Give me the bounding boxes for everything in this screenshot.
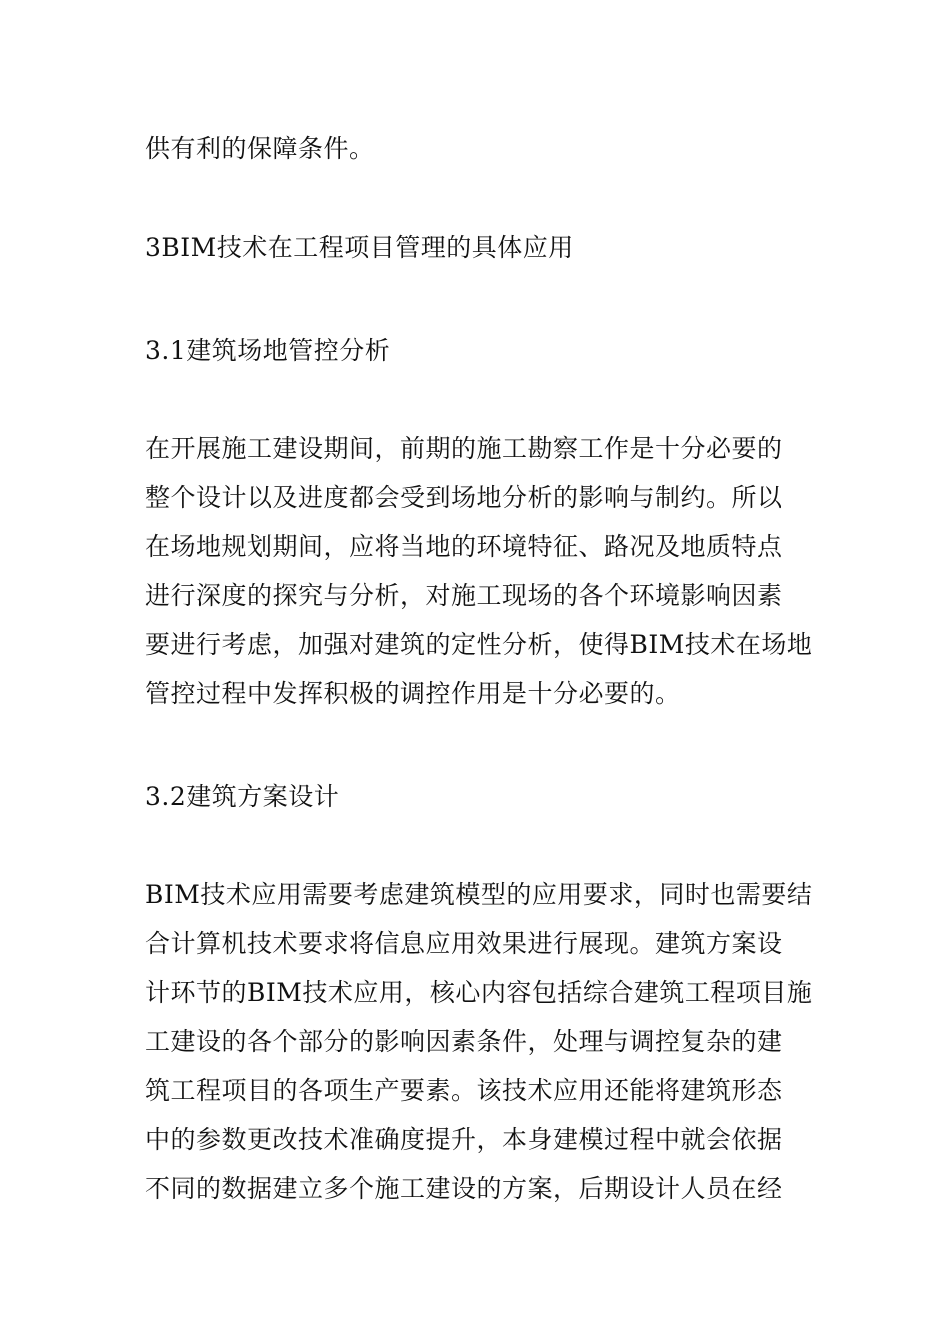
paragraph-line: 要进行考虑，加强对建筑的定性分析，使得BIM技术在场地 — [145, 630, 813, 659]
paragraph-line: 整个设计以及进度都会受到场地分析的影响与制约。所以 — [145, 483, 783, 512]
paragraph-line: 计环节的BIM技术应用，核心内容包括综合建筑工程项目施 — [145, 978, 813, 1007]
paragraph-line: 管控过程中发挥积极的调控作用是十分必要的。 — [145, 679, 681, 708]
paragraph-line: 筑工程项目的各项生产要素。该技术应用还能将建筑形态 — [145, 1076, 783, 1105]
paragraph-line: 合计算机技术要求将信息应用效果进行展现。建筑方案设 — [145, 929, 783, 958]
paragraph-line: 不同的数据建立多个施工建设的方案，后期设计人员在经 — [145, 1174, 783, 1203]
paragraph-line: 进行深度的探究与分析，对施工现场的各个环境影响因素 — [145, 581, 783, 610]
subsection-heading: 3.1建筑场地管控分析 — [145, 336, 391, 365]
paragraph-line: 中的参数更改技术准确度提升，本身建模过程中就会依据 — [145, 1125, 783, 1154]
paragraph-line: 工建设的各个部分的影响因素条件，处理与调控复杂的建 — [145, 1027, 783, 1056]
paragraph-line: BIM技术应用需要考虑建筑模型的应用要求，同时也需要结 — [145, 880, 813, 909]
paragraph-line: 在开展施工建设期间，前期的施工勘察工作是十分必要的 — [145, 434, 783, 463]
section-heading: 3BIM技术在工程项目管理的具体应用 — [145, 233, 574, 262]
paragraph-line: 供有利的保障条件。 — [145, 134, 375, 163]
subsection-heading: 3.2建筑方案设计 — [145, 782, 340, 811]
paragraph-line: 在场地规划期间，应将当地的环境特征、路况及地质特点 — [145, 532, 783, 561]
